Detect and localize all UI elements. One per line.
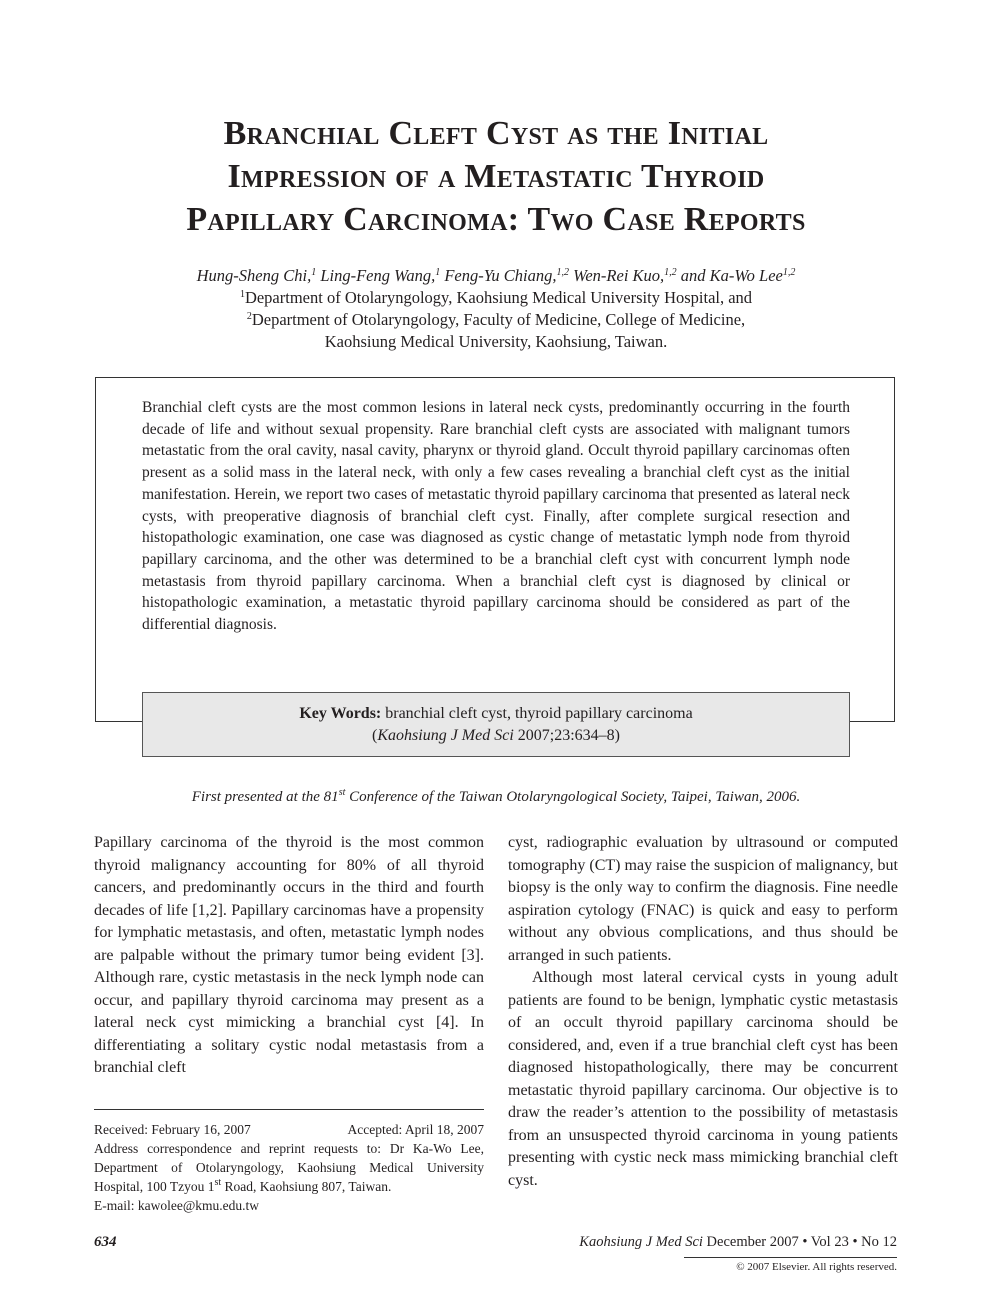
footnote [94, 1120, 484, 1215]
presented-after: Conference of the Taiwan Otolaryngological Society, Taipei, Taiwan, 2006. [345, 789, 801, 805]
footnote-divider [94, 1109, 484, 1110]
address-sup: st [214, 1177, 222, 1188]
author-1: Hung-Sheng Chi, [196, 266, 312, 285]
author-5: and Ka-Wo Lee [676, 266, 783, 285]
citation-journal: Kaohsiung J Med Sci [377, 727, 514, 744]
body-paragraph-1: Papillary carcinoma of the thyroid is the most common thyroid malignancy accounting for 80% of all thyroid cancers, and predominantly occurs in the third and fourth decades of life [1,2]. Papillary carcinomas have a propensity for lymphatic metastasis, and often, metastatic lymph nodes are palpable without the primary tumor being evident [3]. Although rare, cystic metastasis in the neck lymph node can occur, and papillary thyroid carcinoma may present as a lateral neck cyst mimicking a branchial cyst [4]. In differentiating a solitary cystic nodal metastasis from a branchial cleft [94, 834, 484, 1076]
keywords-text: branchial cleft cyst, thyroid papillary carcinoma [381, 705, 693, 722]
title-line-1: Branchial Cleft Cyst as the Initial [223, 115, 769, 152]
accepted-date: Accepted: April 18, 2007 [347, 1122, 484, 1137]
correspondence-address [94, 1139, 484, 1196]
footer-issue: December 2007 • Vol 23 • No 12 [702, 1234, 897, 1250]
author-4: Wen-Rei Kuo, [569, 266, 665, 285]
keywords-box [142, 692, 850, 757]
affiliation-2 [70, 309, 922, 331]
address-part-b: Road, Kaohsiung 807, Taiwan. [221, 1179, 392, 1194]
title-line-2: Impression of a Metastatic Thyroid [227, 158, 765, 195]
address-part-a: Address correspondence and reprint requests to: Dr Ka-Wo Lee, Department of Otolaryngology, Kaohsiung Medical University Hospital, 100 Tzyou 1 [94, 1141, 484, 1194]
keywords-line [143, 703, 849, 725]
affiliation-2-text: Department of Otolaryngology, Faculty of Medicine, College of Medicine, [251, 310, 746, 329]
author-3: Feng-Yu Chiang, [440, 266, 557, 285]
affiliation-1-sup: 1 [239, 289, 245, 300]
page-number: 634 [94, 1234, 117, 1250]
author-names [70, 265, 922, 287]
body-paragraph-3: Although most lateral cervical cysts in young adult patients are found to be benign, lymphatic cystic metastasis of an occult thyroid papillary carcinoma should be considered, and, even if a true branchial cleft cyst has been diagnosed histopathologically, there may be concurrent metastatic thyroid papillary carcinoma. Our objective is to draw the reader’s attention to the possibility of metastasis from an unsuspected thyroid carcinoma in young patients presenting with cystic neck mass mimicking branchial cleft cyst. [508, 969, 898, 1189]
footnote-dates [94, 1120, 484, 1139]
keywords-label: Key Words: [299, 705, 382, 722]
author-4-sup: 1,2 [664, 267, 677, 278]
presented-sup: st [338, 787, 346, 798]
citation-open: ( [372, 727, 378, 744]
citation-rest: 2007;23:634–8) [513, 727, 620, 744]
received-date: Received: February 16, 2007 [94, 1122, 251, 1137]
presented-before: First presented at the 81 [191, 789, 339, 805]
title-line-3: Papillary Carcinoma: Two Case Reports [186, 201, 806, 238]
article-title [70, 112, 922, 241]
body-paragraph-2: cyst, radiographic evaluation by ultrasound or computed tomography (CT) may raise the suspicion of malignancy, but biopsy is the only way to confirm the diagnosis. Fine needle aspiration cytology (FNAC) is quick and easy to perform without any obvious complications, and thus should be arranged in such patients. [508, 834, 898, 964]
author-3-sup: 1,2 [556, 267, 569, 278]
affiliation-1-text: Department of Otolaryngology, Kaohsiung Medical University Hospital, and [244, 288, 753, 307]
affiliation-2-sup: 2 [246, 311, 252, 322]
author-block [70, 265, 922, 353]
author-2: Ling-Feng Wang, [316, 266, 436, 285]
footer-journal-info [579, 1234, 897, 1251]
author-1-sup: 1 [311, 267, 317, 278]
author-2-sup: 1 [435, 267, 441, 278]
footer-divider [684, 1257, 897, 1258]
citation-line [143, 725, 849, 747]
body-column-left [94, 832, 484, 1080]
abstract-text: Branchial cleft cysts are the most common lesions in lateral neck cysts, predominantly occurring in the fourth decade of life and without sexual propensity. Rare branchial cleft cysts are associated with malignant tumors metastatic from the oral cavity, nasal cavity, pharynx or thyroid gland. Occult thyroid papillary carcinomas often present as a solid mass in the lateral neck, with only a few cases revealing a branchial cleft cyst as the initial manifestation. Herein, we report two cases of metastatic thyroid papillary carcinoma that presented as lateral neck cysts, with preoperative diagnosis of branchial cleft cyst. Finally, after complete surgical resection and histopathologic examination, one case was diagnosed as cystic change of metastatic lymph node from thyroid papillary carcinoma, and the other was determined to be a branchial cleft cyst with concurrent lymph node metastasis from thyroid papillary carcinoma. When a branchial cleft cyst is diagnosed by clinical or histopathologic examination, a metastatic thyroid papillary carcinoma should be considered as part of the differential diagnosis. [142, 399, 850, 634]
author-5-sup: 1,2 [782, 267, 796, 278]
presented-note [70, 787, 922, 807]
affiliation-3: Kaohsiung Medical University, Kaohsiung, Taiwan. [324, 332, 668, 351]
body-column-right [508, 832, 898, 1192]
correspondence-email: E-mail: kawolee@kmu.edu.tw [94, 1198, 260, 1213]
footer-journal-name: Kaohsiung J Med Sci [579, 1234, 703, 1250]
copyright: © 2007 Elsevier. All rights reserved. [736, 1261, 897, 1273]
affiliation-1 [70, 287, 922, 309]
